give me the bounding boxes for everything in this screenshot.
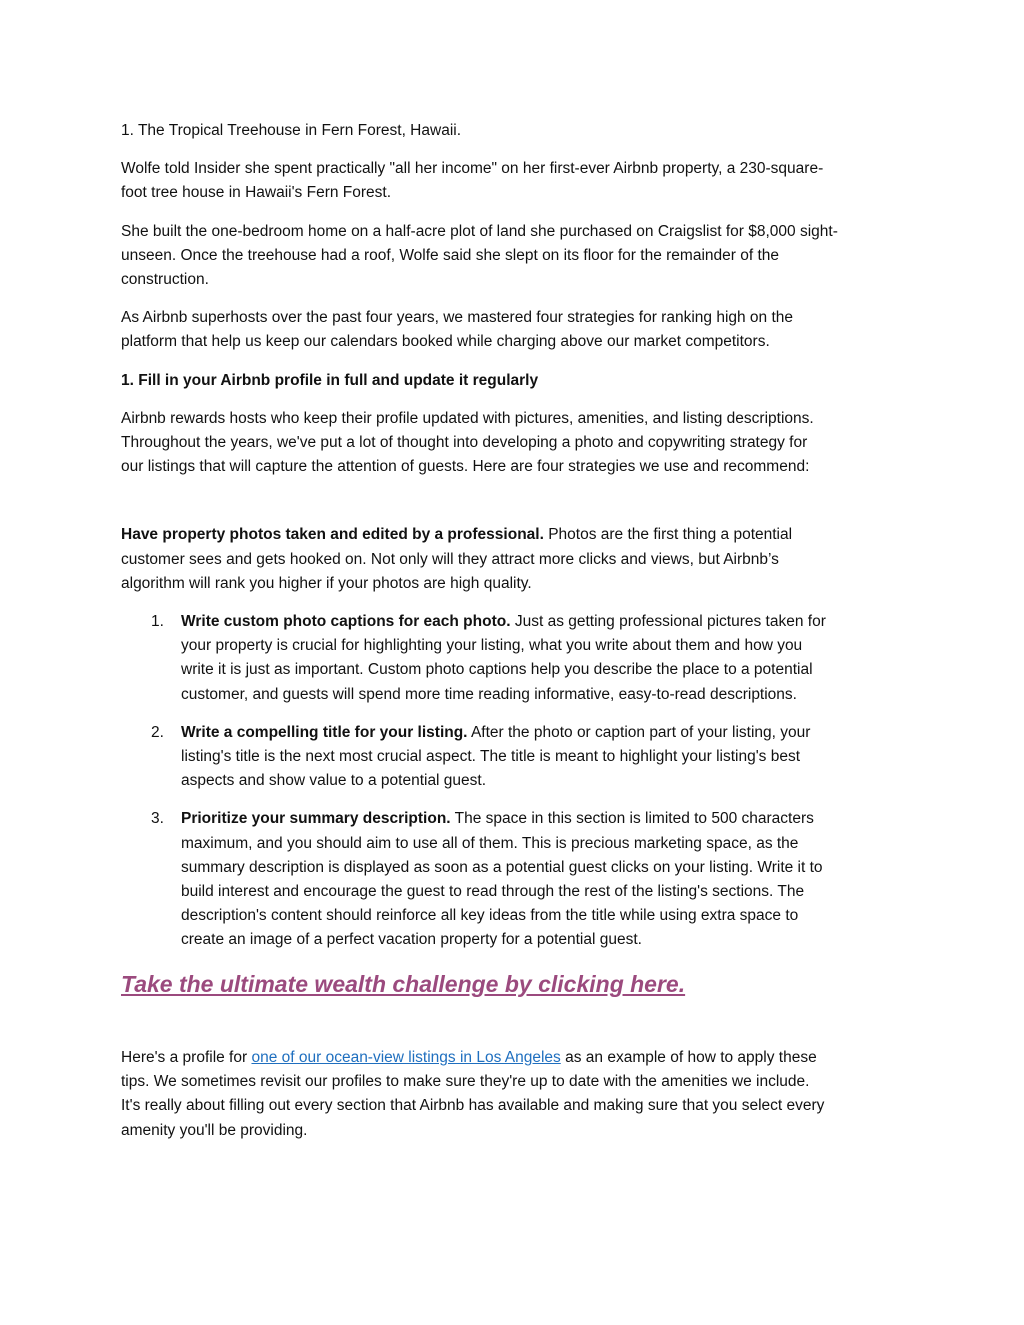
paragraph-line: customer sees and gets hooked on. Not only will they attract more clicks and views, but Airbnb’s [121, 550, 779, 568]
list-item-line1-rest: The space in this section is limited to 500 characters [450, 810, 814, 828]
list-item-line: customer, and guests will spend more time reading informative, easy-to-read descriptions. [181, 685, 797, 703]
paragraph-line: Airbnb rewards hosts who keep their profile updated with pictures, amenities, and listing descriptions. [121, 409, 814, 427]
treehouse-heading [121, 119, 911, 143]
list-item-line: write it is just as important. Custom photo captions help you describe the place to a potential [181, 661, 813, 679]
paragraph-line: It's really about filling out every section that Airbnb has available and making sure that you select every [121, 1097, 825, 1115]
list-item-line: maximum, and you should aim to use all of them. This is precious marketing space, as the [181, 834, 799, 852]
list-item-line1-rest: Just as getting professional pictures taken for [510, 613, 826, 631]
paragraph-line: Wolfe told Insider she spent practically "all her income" on her first-ever Airbnb property, a 230-square- [121, 160, 824, 178]
list-item-line: listing's title is the next most crucial aspect. The title is meant to highlight your listing's best [181, 748, 801, 766]
final-line1-rest: as an example of how to apply these [560, 1048, 817, 1066]
strategy-list [121, 610, 911, 953]
spacer [121, 1000, 911, 1046]
paragraph-line: Throughout the years, we've put a lot of thought into developing a photo and copywriting strategy for [121, 434, 808, 452]
list-item-line: description's content should reinforce all key ideas from the title while using extra space to [181, 907, 799, 925]
paragraph-profile-example [121, 1046, 911, 1143]
paragraph-line: She built the one-bedroom home on a half-acre plot of land she purchased on Craigslist for $8,000 sight- [121, 222, 838, 240]
paragraph-superhosts [121, 306, 911, 354]
paragraph-line [121, 1046, 911, 1070]
list-item-line: your property is crucial for highlighting your listing, what you write about them and how you [181, 637, 803, 655]
paragraph-line: amenity you'll be providing. [121, 1121, 308, 1139]
paragraph-professional-photos [121, 523, 911, 596]
paragraph-line: foot tree house in Hawaii's Fern Forest. [121, 184, 392, 202]
document-page [121, 119, 911, 1157]
paragraph-line: algorithm will rank you higher if your photos are high quality. [121, 574, 532, 592]
paragraph-one-bedroom [121, 220, 911, 293]
list-item-line [181, 807, 911, 831]
section-heading [121, 369, 911, 393]
list-item [121, 807, 911, 952]
list-item-number: 1. [151, 613, 164, 631]
list-item [121, 610, 911, 707]
wealth-challenge-link[interactable]: Take the ultimate wealth challenge by clicking here. [121, 970, 686, 997]
paragraph-rewards [121, 407, 911, 480]
list-item-line: create an image of a perfect vacation property for a potential guest. [181, 931, 642, 949]
list-item-bold-lead: Write custom photo captions for each photo. [181, 613, 511, 631]
list-item-bold-lead: Prioritize your summary description. [181, 810, 451, 828]
final-prefix: Here's a profile for [121, 1048, 252, 1066]
list-item-line1-rest: After the photo or caption part of your listing, your [467, 723, 811, 741]
ocean-view-listing-link[interactable]: one of our ocean-view listings in Los Angeles [251, 1048, 561, 1066]
paragraph-line [121, 523, 911, 547]
list-item-line: build interest and encourage the guest to read through the rest of the listing's sections. The [181, 883, 805, 901]
paragraph-line: As Airbnb superhosts over the past four years, we mastered four strategies for ranking high on the [121, 309, 794, 327]
paragraph-line: platform that help us keep our calendars booked while charging above our market competitors. [121, 333, 770, 351]
spacer [121, 493, 911, 523]
list-item-line [181, 610, 911, 634]
section-heading-text: 1. Fill in your Airbnb profile in full and update it regularly [121, 371, 539, 389]
list-item-number: 3. [151, 810, 164, 828]
list-item-line [181, 721, 911, 745]
photos-bold-lead: Have property photos taken and edited by a professional. [121, 526, 544, 544]
paragraph-line: construction. [121, 271, 209, 289]
treehouse-heading-text: 1. The Tropical Treehouse in Fern Forest, Hawaii. [121, 122, 462, 139]
paragraph-line: unseen. Once the treehouse had a roof, Wolfe said she slept on its floor for the remainder of the [121, 246, 779, 264]
paragraph-line: tips. We sometimes revisit our profiles to make sure they're up to date with the amenities we include. [121, 1073, 810, 1091]
paragraph-wolfe-income [121, 157, 911, 205]
list-item [121, 721, 911, 794]
list-item-bold-lead: Write a compelling title for your listing. [181, 723, 468, 741]
list-item-line: summary description is displayed as soon as a potential guest clicks on your listing. Write it to [181, 858, 823, 876]
photos-line1-rest: Photos are the first thing a potential [543, 526, 793, 544]
paragraph-line: our listings that will capture the attention of guests. Here are four strategies we use and recommend: [121, 458, 810, 476]
list-item-number: 2. [151, 723, 164, 741]
list-item-line: aspects and show value to a potential guest. [181, 772, 487, 790]
